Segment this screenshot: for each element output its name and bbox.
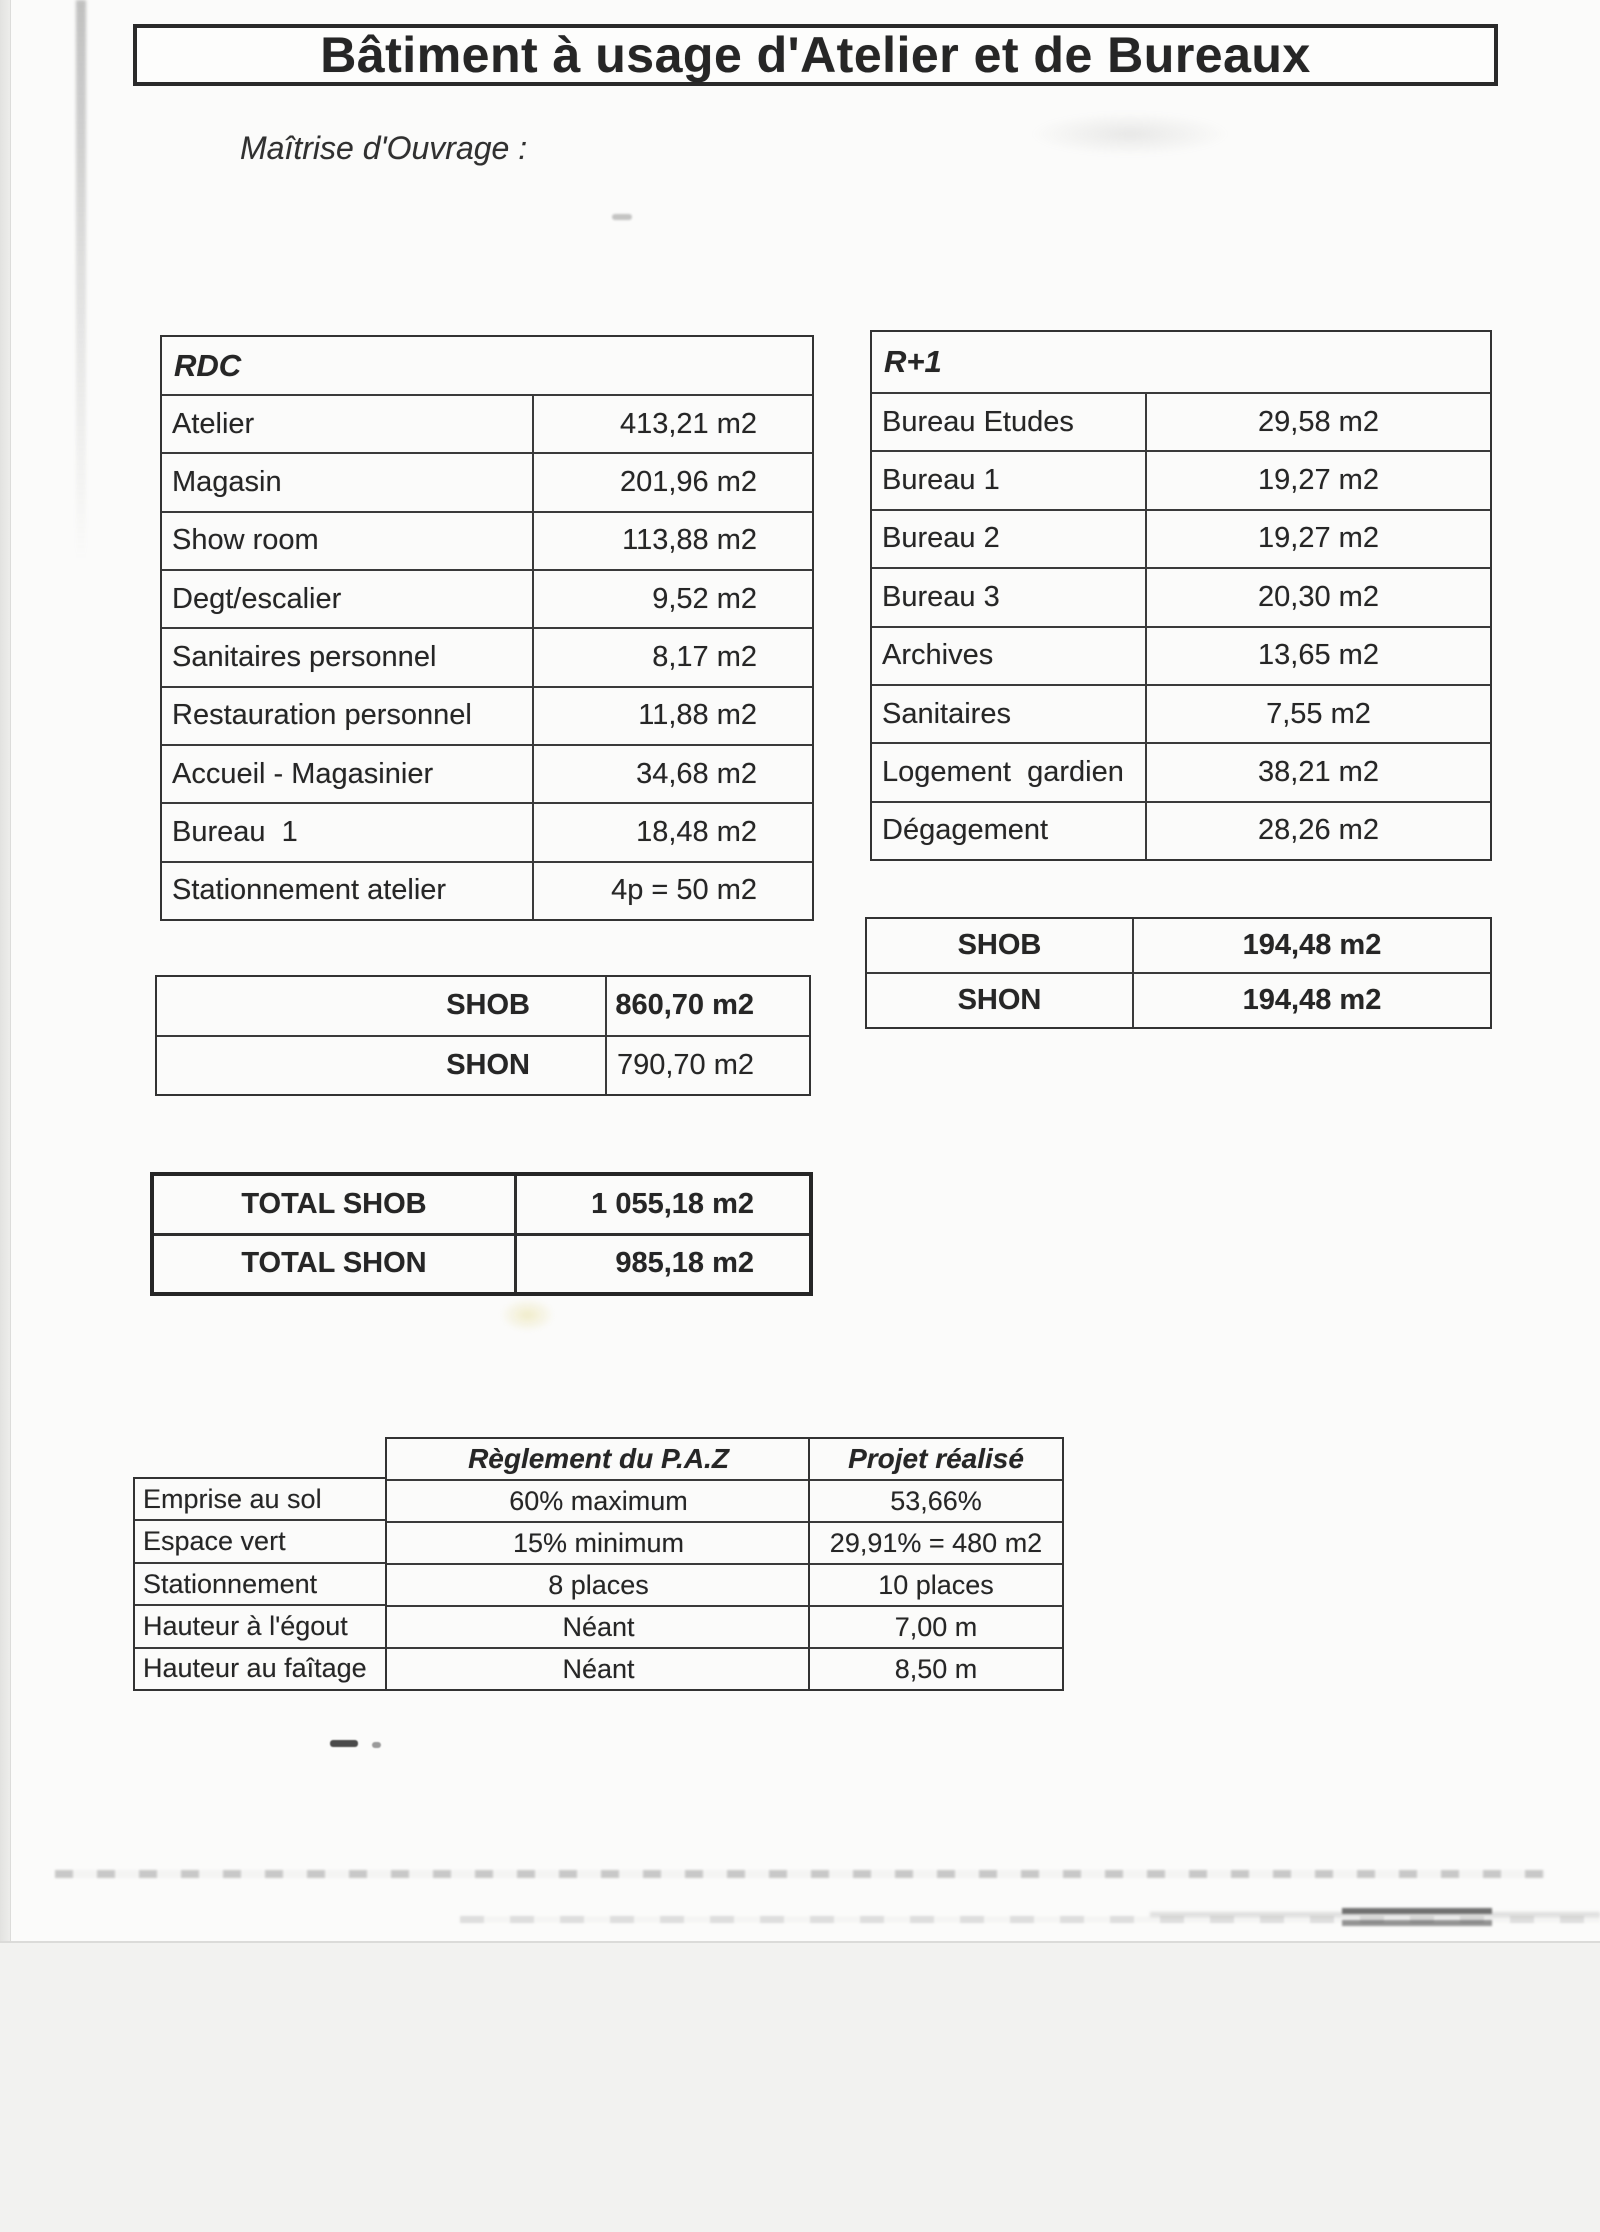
table-row bbox=[162, 802, 812, 860]
table-row bbox=[872, 801, 1490, 859]
scan-stain-artifact bbox=[500, 1298, 555, 1332]
room-label: Bureau 2 bbox=[882, 522, 1000, 555]
room-label: Dégagement bbox=[882, 814, 1049, 847]
projet-value: 53,66% bbox=[810, 1479, 1062, 1521]
pen-dash-mark bbox=[330, 1740, 358, 1747]
document-title: Bâtiment à usage d'Atelier et de Bureaux bbox=[320, 27, 1311, 83]
area-value: 19,27 m2 bbox=[1145, 452, 1490, 508]
area-value: 20,30 m2 bbox=[1145, 569, 1490, 625]
room-label: Show room bbox=[172, 524, 319, 557]
table-row bbox=[162, 569, 812, 627]
projet-value: 8,50 m bbox=[810, 1647, 1062, 1689]
r1-table bbox=[870, 330, 1492, 861]
area-value: 413,21 m2 bbox=[532, 396, 812, 452]
room-label: Bureau Etudes bbox=[882, 405, 1074, 438]
shob-row bbox=[867, 919, 1490, 972]
area-value: 38,21 m2 bbox=[1145, 744, 1490, 800]
summary-value: 194,48 m2 bbox=[1132, 974, 1490, 1027]
paz-column bbox=[385, 1437, 810, 1691]
criterion-label: Espace vert bbox=[135, 1519, 387, 1561]
room-label: Sanitaires personnel bbox=[172, 640, 437, 673]
total-value: 985,18 m2 bbox=[514, 1236, 809, 1293]
table-row bbox=[162, 394, 812, 452]
area-value: 7,55 m2 bbox=[1145, 686, 1490, 742]
paz-value: 15% minimum bbox=[387, 1521, 810, 1563]
table-row bbox=[872, 742, 1490, 800]
room-label: Sanitaires bbox=[882, 697, 1011, 730]
room-label: Stationnement atelier bbox=[172, 874, 447, 907]
table-row bbox=[872, 450, 1490, 508]
paz-value: Néant bbox=[387, 1647, 810, 1689]
summary-value: 790,70 m2 bbox=[605, 1037, 809, 1095]
paz-value: Néant bbox=[387, 1605, 810, 1647]
room-label: Magasin bbox=[172, 465, 282, 498]
room-label: Bureau 1 bbox=[882, 464, 1000, 497]
room-label: Logement gardien bbox=[882, 755, 1124, 788]
summary-label: SHON bbox=[446, 1048, 530, 1081]
projet-value: 10 places bbox=[810, 1563, 1062, 1605]
total-label: TOTAL SHON bbox=[241, 1247, 427, 1280]
page-left-edge-shadow bbox=[0, 0, 11, 2232]
table-row bbox=[872, 392, 1490, 450]
totals-table bbox=[150, 1172, 813, 1296]
document-title-box bbox=[133, 24, 1498, 86]
room-label: Accueil - Magasinier bbox=[172, 757, 434, 790]
projet-value: 29,91% = 480 m2 bbox=[810, 1521, 1062, 1563]
page-bottom-edge bbox=[0, 1941, 1600, 2232]
area-value: 34,68 m2 bbox=[532, 746, 812, 802]
room-label: Bureau 1 bbox=[172, 815, 298, 848]
projet-column bbox=[808, 1437, 1064, 1691]
area-value: 113,88 m2 bbox=[532, 513, 812, 569]
total-shob-row bbox=[154, 1176, 809, 1233]
scan-smudge-artifact bbox=[1342, 1920, 1492, 1926]
rdc-table-header: RDC bbox=[174, 347, 242, 383]
scan-noise-band bbox=[55, 1870, 1545, 1878]
area-value: 4p = 50 m2 bbox=[532, 863, 812, 919]
projet-column-header: Projet réalisé bbox=[848, 1443, 1024, 1474]
table-row bbox=[872, 509, 1490, 567]
rdc-summary-table bbox=[155, 975, 811, 1096]
shon-row bbox=[867, 972, 1490, 1027]
area-value: 18,48 m2 bbox=[532, 804, 812, 860]
shob-row bbox=[157, 977, 809, 1035]
criterion-label: Hauteur au faîtage bbox=[135, 1647, 387, 1689]
pen-dot-mark bbox=[372, 1742, 381, 1748]
area-value: 19,27 m2 bbox=[1145, 511, 1490, 567]
table-row bbox=[162, 744, 812, 802]
summary-label: SHON bbox=[957, 984, 1042, 1016]
owner-label: Maîtrise d'Ouvrage : bbox=[240, 130, 528, 166]
criterion-label: Emprise au sol bbox=[143, 1483, 322, 1514]
projet-value: 7,00 m bbox=[810, 1605, 1062, 1647]
table-row bbox=[162, 452, 812, 510]
rdc-table bbox=[160, 335, 814, 921]
area-value: 8,17 m2 bbox=[532, 629, 812, 685]
area-value: 11,88 m2 bbox=[532, 688, 812, 744]
scan-smudge-artifact bbox=[1030, 112, 1230, 156]
table-row bbox=[872, 684, 1490, 742]
room-label: Restauration personnel bbox=[172, 699, 472, 732]
summary-value: 860,70 m2 bbox=[605, 977, 809, 1035]
area-value: 28,26 m2 bbox=[1145, 803, 1490, 859]
scan-smudge-artifact bbox=[1342, 1908, 1492, 1914]
r1-summary-table bbox=[865, 917, 1492, 1029]
summary-label: SHOB bbox=[446, 989, 530, 1022]
area-value: 29,58 m2 bbox=[1145, 394, 1490, 450]
table-row bbox=[872, 626, 1490, 684]
table-row bbox=[162, 511, 812, 569]
room-label: Degt/escalier bbox=[172, 582, 342, 615]
shon-row bbox=[157, 1035, 809, 1095]
room-label: Archives bbox=[882, 639, 994, 672]
room-label: Bureau 3 bbox=[882, 580, 1000, 613]
room-label: Atelier bbox=[172, 407, 255, 440]
criterion-label: Hauteur à l'égout bbox=[135, 1604, 387, 1646]
summary-label: SHOB bbox=[957, 929, 1042, 961]
total-shon-row bbox=[154, 1233, 809, 1293]
area-value: 13,65 m2 bbox=[1145, 628, 1490, 684]
total-label: TOTAL SHOB bbox=[241, 1187, 427, 1220]
scan-dash-artifact bbox=[612, 214, 632, 220]
table-row bbox=[872, 567, 1490, 625]
summary-value: 194,48 m2 bbox=[1132, 919, 1490, 972]
total-value: 1 055,18 m2 bbox=[514, 1176, 809, 1233]
regulation-labels-column bbox=[133, 1477, 387, 1691]
table-row bbox=[162, 861, 812, 919]
regulation-table bbox=[133, 1437, 1060, 1687]
area-value: 9,52 m2 bbox=[532, 571, 812, 627]
paz-value: 8 places bbox=[387, 1563, 810, 1605]
table-row bbox=[162, 686, 812, 744]
table-row bbox=[162, 627, 812, 685]
scan-streak-artifact bbox=[76, 0, 86, 560]
paz-column-header: Règlement du P.A.Z bbox=[468, 1443, 729, 1474]
r1-table-header: R+1 bbox=[884, 344, 942, 379]
area-value: 201,96 m2 bbox=[532, 454, 812, 510]
paz-value: 60% maximum bbox=[387, 1479, 810, 1521]
criterion-label: Stationnement bbox=[135, 1562, 387, 1604]
